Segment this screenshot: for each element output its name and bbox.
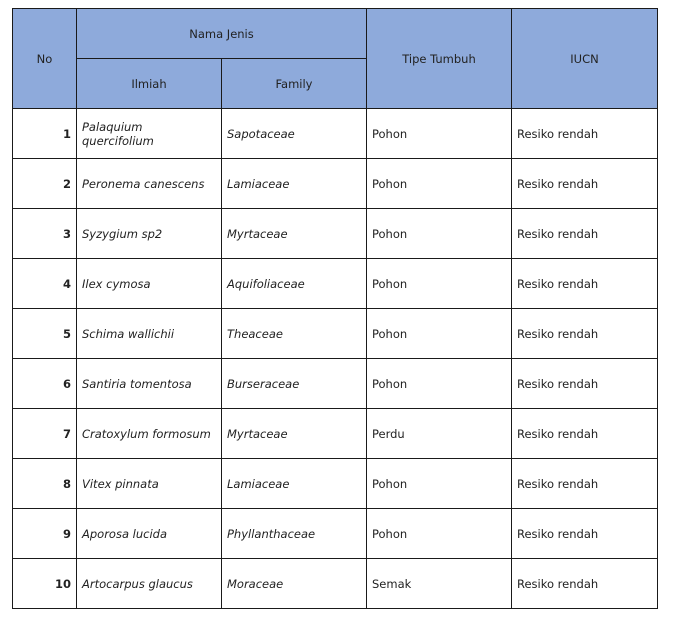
- header-ilmiah: Ilmiah: [77, 59, 222, 109]
- cell-ilmiah: Schima wallichii: [77, 309, 222, 359]
- table-header: [13, 9, 658, 109]
- cell-family: Lamiaceae: [222, 159, 367, 209]
- cell-iucn: Resiko rendah: [512, 259, 658, 309]
- header-tipe-tumbuh: Tipe Tumbuh: [367, 9, 512, 109]
- cell-no: 1: [13, 109, 77, 159]
- table-row: [13, 309, 658, 359]
- cell-iucn: Resiko rendah: [512, 209, 658, 259]
- cell-no: 5: [13, 309, 77, 359]
- cell-tipe-tumbuh: Semak: [367, 559, 512, 609]
- cell-family: Aquifoliaceae: [222, 259, 367, 309]
- cell-no: 6: [13, 359, 77, 409]
- header-family: Family: [222, 59, 367, 109]
- species-table: [12, 8, 658, 609]
- cell-iucn: Resiko rendah: [512, 559, 658, 609]
- table-row: [13, 209, 658, 259]
- cell-iucn: Resiko rendah: [512, 359, 658, 409]
- header-no: No: [13, 9, 77, 109]
- cell-iucn: Resiko rendah: [512, 309, 658, 359]
- cell-no: 4: [13, 259, 77, 309]
- table-body: [13, 109, 658, 609]
- cell-tipe-tumbuh: Perdu: [367, 409, 512, 459]
- cell-no: 10: [13, 559, 77, 609]
- table-row: [13, 109, 658, 159]
- cell-no: 9: [13, 509, 77, 559]
- header-iucn: IUCN: [512, 9, 658, 109]
- cell-ilmiah: Palaquium quercifolium: [77, 109, 222, 159]
- cell-tipe-tumbuh: Pohon: [367, 459, 512, 509]
- table-row: [13, 359, 658, 409]
- cell-family: Lamiaceae: [222, 459, 367, 509]
- cell-family: Sapotaceae: [222, 109, 367, 159]
- header-row-top: [13, 9, 658, 59]
- cell-no: 8: [13, 459, 77, 509]
- cell-no: 3: [13, 209, 77, 259]
- cell-tipe-tumbuh: Pohon: [367, 259, 512, 309]
- cell-tipe-tumbuh: Pohon: [367, 109, 512, 159]
- cell-family: Moraceae: [222, 559, 367, 609]
- cell-family: Myrtaceae: [222, 209, 367, 259]
- cell-tipe-tumbuh: Pohon: [367, 359, 512, 409]
- cell-ilmiah: Syzygium sp2: [77, 209, 222, 259]
- cell-family: Theaceae: [222, 309, 367, 359]
- cell-tipe-tumbuh: Pohon: [367, 159, 512, 209]
- table-row: [13, 559, 658, 609]
- table-row: [13, 159, 658, 209]
- cell-ilmiah: Cratoxylum formosum: [77, 409, 222, 459]
- cell-ilmiah: Aporosa lucida: [77, 509, 222, 559]
- cell-no: 2: [13, 159, 77, 209]
- cell-ilmiah: Vitex pinnata: [77, 459, 222, 509]
- cell-ilmiah: Santiria tomentosa: [77, 359, 222, 409]
- table-row: [13, 409, 658, 459]
- cell-ilmiah: Artocarpus glaucus: [77, 559, 222, 609]
- cell-tipe-tumbuh: Pohon: [367, 309, 512, 359]
- header-nama-jenis: Nama Jenis: [77, 9, 367, 59]
- cell-iucn: Resiko rendah: [512, 409, 658, 459]
- cell-ilmiah: Peronema canescens: [77, 159, 222, 209]
- cell-family: Burseraceae: [222, 359, 367, 409]
- table-row: [13, 259, 658, 309]
- cell-iucn: Resiko rendah: [512, 459, 658, 509]
- cell-tipe-tumbuh: Pohon: [367, 209, 512, 259]
- cell-ilmiah: Ilex cymosa: [77, 259, 222, 309]
- cell-iucn: Resiko rendah: [512, 509, 658, 559]
- cell-iucn: Resiko rendah: [512, 159, 658, 209]
- cell-iucn: Resiko rendah: [512, 109, 658, 159]
- cell-no: 7: [13, 409, 77, 459]
- cell-tipe-tumbuh: Pohon: [367, 509, 512, 559]
- cell-family: Myrtaceae: [222, 409, 367, 459]
- cell-family: Phyllanthaceae: [222, 509, 367, 559]
- table-row: [13, 509, 658, 559]
- table-row: [13, 459, 658, 509]
